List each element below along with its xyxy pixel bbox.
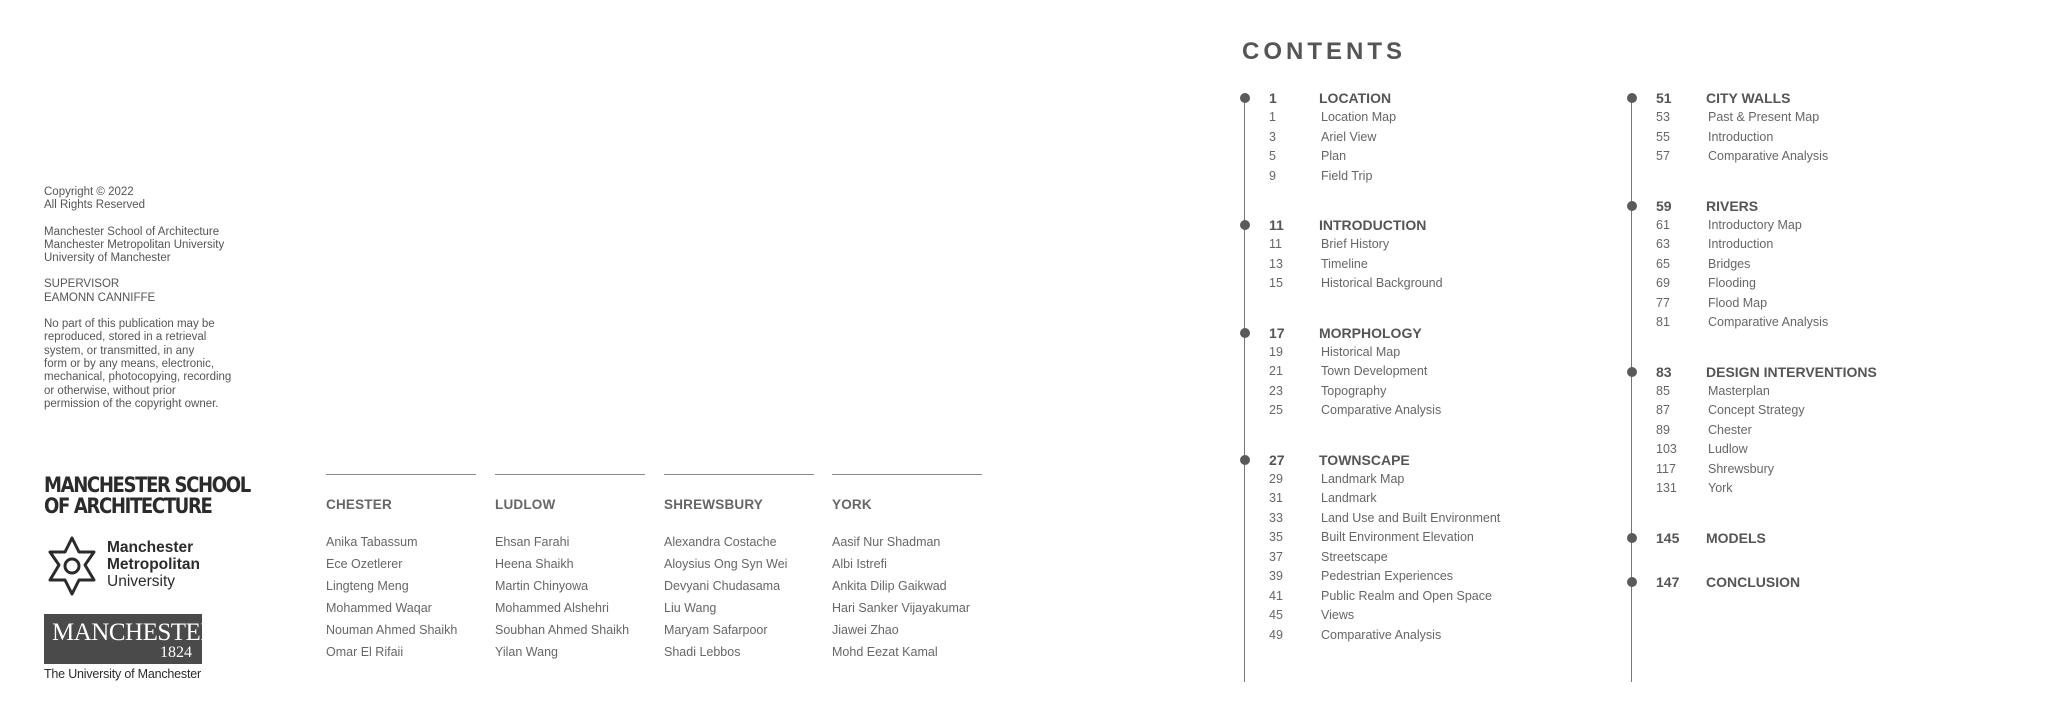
entry-page-number: 89 [1656,422,1670,437]
team-member: Nouman Ahmed Shaikh [326,623,458,637]
entry-title: Town Development [1321,364,1428,378]
section-title: TOWNSCAPE [1319,451,1410,468]
entry-title: Introduction [1708,237,1774,251]
entry-page-number: 9 [1269,168,1276,183]
entry-page-number: 41 [1269,588,1283,603]
entry-page-number: 103 [1656,442,1677,456]
section-title: MORPHOLOGY [1319,324,1422,341]
entry-page-number: 131 [1656,481,1677,495]
entry-title: Flooding [1708,276,1756,290]
section-page-number: 11 [1269,217,1284,233]
section-title: MODELS [1706,529,1766,546]
entry-page-number: 25 [1269,403,1283,417]
entry-title: Historical Map [1321,344,1401,359]
team-column-shrewsbury [664,474,814,663]
timeline-dot [1240,455,1250,465]
section-title: CITY WALLS [1706,90,1791,106]
notice-line: form or by any means, electronic, [44,357,215,370]
notice-line: No part of this publication may be [44,318,215,331]
section-page-number: 147 [1656,573,1680,590]
rights-line: All Rights Reserved [44,199,145,212]
team-column-chester [326,474,476,663]
entry-page-number: 53 [1656,110,1670,124]
team-member: Hari Sanker Vijayakumar [832,601,971,615]
entry-page-number: 35 [1269,530,1283,544]
section-title: INTRODUCTION [1319,217,1427,233]
entry-title: Flood Map [1708,295,1768,310]
mmu-emblem-icon [44,535,100,597]
team-member: Devyani Chudasama [664,579,781,593]
entry-page-number: 61 [1656,217,1670,232]
team-column-york [832,474,982,663]
entry-page-number: 11 [1269,237,1282,251]
supervisor-label: SUPERVISOR [44,278,120,291]
team-member: Anika Tabassum [326,535,418,549]
section-page-number: 51 [1656,90,1672,106]
entry-page-number: 69 [1656,276,1670,290]
entry-title: Location Map [1321,110,1397,124]
copyright-line: Copyright © 2022 [44,186,134,198]
entry-page-number: 31 [1269,491,1283,505]
institution-line: Manchester Metropolitan University [44,238,225,251]
uom-logo-subtitle: The University of Manchester [44,667,201,681]
entry-page-number: 23 [1269,383,1283,398]
entry-title: Introductory Map [1708,217,1802,232]
team-member: Aasif Nur Shadman [832,535,941,549]
timeline-dot [1627,201,1637,211]
entry-title: Field Trip [1321,168,1373,183]
section-title: DESIGN INTERVENTIONS [1706,363,1877,380]
team-member: Mohammed Alshehri [495,601,609,615]
entry-title: Plan [1321,149,1347,163]
entry-page-number: 57 [1656,149,1670,163]
team-member: Aloysius Ong Syn Wei [664,557,788,571]
entry-title: Land Use and Built Environment [1321,510,1501,525]
section-page-number: 17 [1269,324,1285,341]
entry-page-number: 5 [1269,149,1276,163]
team-member: Ankita Dilip Gaikwad [832,579,947,593]
timeline-dot [1240,328,1250,338]
entry-title: Public Realm and Open Space [1321,588,1492,603]
msa-logo [44,475,250,517]
entry-title: Comparative Analysis [1321,403,1442,417]
entry-title: Streetscape [1321,549,1388,564]
msa-logo-line: MANCHESTER SCHOOL [44,473,250,497]
notice-line: system, or transmitted, in any [44,344,195,357]
team-member: Alexandra Costache [664,535,777,549]
mmu-logo-line: Metropolitan [107,556,200,573]
team-member: Mohd Eezat Kamal [832,645,938,659]
entry-page-number: 49 [1269,627,1283,642]
entry-title: Historical Background [1321,276,1443,290]
section-page-number: 59 [1656,197,1672,214]
notice-line: or otherwise, without prior [44,384,176,397]
entry-title: Ariel View [1321,129,1377,144]
entry-title: Introduction [1708,129,1774,144]
mmu-logo [44,535,214,597]
team-member: Yilan Wang [495,645,558,659]
team-member: Mohammed Waqar [326,601,432,615]
section-page-number: 145 [1656,529,1680,546]
entry-page-number: 13 [1269,256,1283,271]
entry-title: Topography [1321,383,1387,398]
team-member: Liu Wang [664,601,717,615]
timeline-dot [1627,93,1637,103]
contents-title: CONTENTS [1242,38,1406,65]
team-member: Jiawei Zhao [832,623,899,637]
entry-title: Comparative Analysis [1708,315,1829,329]
team-member: Heena Shaikh [495,557,574,571]
team-name: YORK [832,497,872,512]
supervisor-name: EAMONN CANNIFFE [44,291,156,304]
entry-title: Pedestrian Experiences [1321,569,1454,583]
entry-page-number: 19 [1269,344,1283,359]
entry-title: Concept Strategy [1708,403,1805,417]
entry-page-number: 29 [1269,471,1283,486]
entry-title: Landmark Map [1321,471,1405,486]
timeline-dot [1627,533,1637,543]
section-title: RIVERS [1706,197,1759,214]
entry-page-number: 39 [1269,569,1283,583]
entry-page-number: 77 [1656,295,1670,310]
entry-page-number: 15 [1269,276,1283,290]
timeline-dot [1240,93,1250,103]
contents-timeline-line [1244,96,1245,682]
section-page-number: 83 [1656,363,1672,380]
entry-page-number: 65 [1656,256,1670,271]
institution-line: University of Manchester [44,252,171,265]
team-member: Omar El Rifaii [326,645,404,659]
team-name: LUDLOW [495,497,556,512]
team-divider [495,474,645,475]
entry-title: Past & Present Map [1708,110,1820,124]
team-member: Ehsan Farahi [495,535,570,549]
entry-page-number: 63 [1656,237,1670,251]
team-column-ludlow [495,474,645,663]
section-title: CONCLUSION [1706,573,1801,590]
entry-title: Chester [1708,422,1752,437]
entry-title: Comparative Analysis [1321,627,1442,642]
team-name: SHREWSBURY [664,497,764,512]
entry-title: Ludlow [1708,442,1748,456]
mmu-logo-line: University [107,573,176,590]
timeline-dot [1627,367,1637,377]
team-divider [664,474,814,475]
timeline-dot [1627,577,1637,587]
uom-logo-name: MANCHESTER [52,619,217,646]
team-name: CHESTER [326,497,392,512]
entry-page-number: 81 [1656,315,1670,329]
team-member: Soubhan Ahmed Shaikh [495,623,630,637]
contents-timeline-line [1631,96,1632,682]
team-member: Martin Chinyowa [495,579,589,593]
entry-title: Built Environment Elevation [1321,530,1474,544]
entry-page-number: 37 [1269,549,1283,564]
section-page-number: 27 [1269,451,1285,468]
entry-page-number: 117 [1656,461,1676,476]
entry-title: Brief History [1321,237,1390,251]
team-member: Lingteng Meng [326,579,409,593]
entry-title: Masterplan [1708,383,1770,398]
team-member: Ece Ozetlerer [326,557,403,571]
notice-line: reproduced, stored in a retrieval [44,331,207,344]
team-member: Shadi Lebbos [664,645,741,659]
copyright-block [44,186,231,424]
notice-line: permission of the copyright owner. [44,397,219,410]
entry-title: Shrewsbury [1708,461,1774,476]
team-member: Albi Istrefi [832,557,887,571]
entry-page-number: 21 [1269,364,1283,378]
entry-title: Comparative Analysis [1708,149,1829,163]
timeline-dot [1240,220,1250,230]
entry-title: Timeline [1321,256,1368,271]
entry-page-number: 45 [1269,608,1283,622]
entry-page-number: 55 [1656,129,1670,144]
entry-page-number: 1 [1269,110,1276,124]
msa-logo-line: OF ARCHITECTURE [44,494,212,518]
entry-page-number: 3 [1269,129,1276,144]
institution-line: Manchester School of Architecture [44,225,220,238]
team-divider [832,474,982,475]
team-divider [326,474,476,475]
team-member: Maryam Safarpoor [664,623,768,637]
uom-logo [44,614,217,664]
entry-title: York [1708,481,1733,495]
entry-title: Bridges [1708,256,1751,271]
entry-title: Views [1321,608,1355,622]
mmu-logo-line: Manchester [107,539,194,556]
entry-page-number: 85 [1656,383,1670,398]
entry-title: Landmark [1321,491,1377,505]
section-title: LOCATION [1319,90,1392,106]
notice-line: mechanical, photocopying, recording [44,371,232,384]
entry-page-number: 33 [1269,510,1283,525]
uom-logo-year: 1824 [160,644,192,661]
section-page-number: 1 [1269,90,1277,106]
entry-page-number: 87 [1656,403,1670,417]
